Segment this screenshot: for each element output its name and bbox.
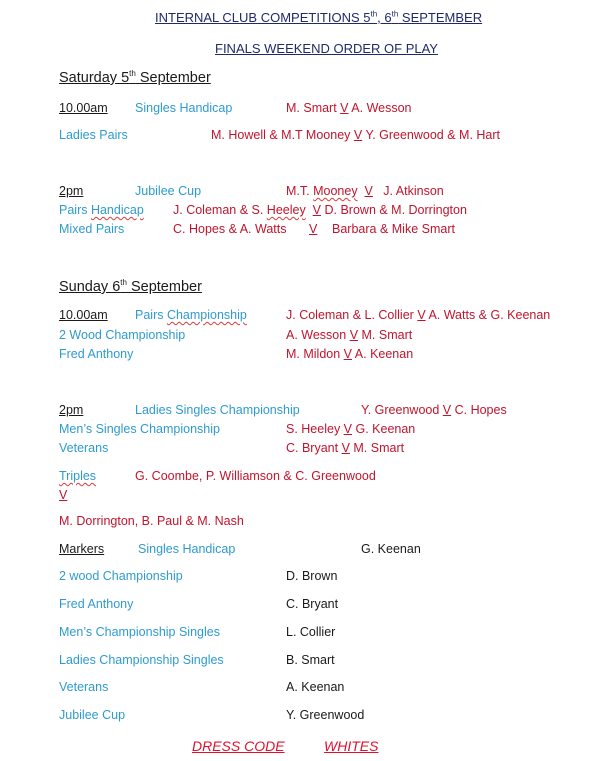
match-mixed-pairs-team2: Barbara & Mike Smart [332, 222, 455, 236]
marker-name: Y. Greenwood [286, 708, 365, 722]
event-veterans: Veterans [59, 441, 109, 455]
match-pairs-handicap: J. Coleman & S. Heeley V D. Brown & M. Dorrington [173, 203, 467, 217]
marker-name: C. Bryant [286, 597, 339, 611]
page-title: INTERNAL CLUB COMPETITIONS 5th, 6th SEPTEMBER [155, 9, 483, 25]
event-jubilee-cup: Jubilee Cup [135, 184, 202, 198]
dress-code-label: DRESS CODE [192, 738, 285, 754]
sunday-am-time: 10.00am [59, 308, 108, 322]
match-triples-team1: G. Coombe, P. Williamson & C. Greenwood [135, 469, 376, 483]
match-jubilee-cup: M.T. Mooney V J. Atkinson [286, 184, 444, 198]
marker-event: Ladies Championship Singles [59, 653, 224, 667]
marker-event: Veterans [59, 680, 109, 694]
marker-name: D. Brown [286, 569, 338, 583]
sunday-pm-time: 2pm [59, 403, 84, 417]
match-triples-team2: M. Dorrington, B. Paul & M. Nash [59, 514, 244, 528]
saturday-pm-time: 2pm [59, 184, 84, 198]
match-mixed-pairs-v: V [309, 222, 318, 236]
event-pairs-handicap: Pairs Handicap [59, 203, 144, 217]
match-singles-handicap: M. Smart V A. Wesson [286, 101, 412, 115]
sunday-heading: Sunday 6th September [59, 278, 202, 295]
event-fred-anthony: Fred Anthony [59, 347, 134, 361]
marker-event: Jubilee Cup [59, 708, 126, 722]
page-subtitle: FINALS WEEKEND ORDER OF PLAY [215, 41, 438, 56]
saturday-heading: Saturday 5th September [59, 69, 211, 86]
marker-name: G. Keenan [361, 542, 421, 556]
marker-event: 2 wood Championship [59, 569, 183, 583]
match-pairs-championship: J. Coleman & L. Collier V A. Watts & G. Keenan [286, 308, 551, 322]
event-pairs-championship: Pairs Championship [135, 308, 247, 322]
marker-event: Fred Anthony [59, 597, 134, 611]
match-mens-singles: S. Heeley V G. Keenan [286, 422, 416, 436]
marker-event: Men’s Championship Singles [59, 625, 220, 639]
event-ladies-singles: Ladies Singles Championship [135, 403, 300, 417]
event-singles-handicap: Singles Handicap [135, 101, 233, 115]
marker-name: B. Smart [286, 653, 335, 667]
match-fred-anthony: M. Mildon V A. Keenan [286, 347, 414, 361]
event-triples: Triples [59, 469, 97, 483]
markers-heading: Markers [59, 542, 105, 556]
event-mixed-pairs: Mixed Pairs [59, 222, 125, 236]
marker-name: A. Keenan [286, 680, 345, 694]
event-two-wood: 2 Wood Championship [59, 328, 186, 342]
saturday-am-time: 10.00am [59, 101, 108, 115]
dress-code-value: WHITES [324, 738, 379, 754]
marker-event: Singles Handicap [138, 542, 236, 556]
match-veterans: C. Bryant V M. Smart [286, 441, 405, 455]
match-ladies-pairs: M. Howell & M.T Mooney V Y. Greenwood & M. Hart [211, 128, 501, 142]
match-ladies-singles: Y. Greenwood V C. Hopes [361, 403, 507, 417]
match-two-wood: A. Wesson V M. Smart [286, 328, 413, 342]
marker-name: L. Collier [286, 625, 336, 639]
match-mixed-pairs-team1: C. Hopes & A. Watts [173, 222, 287, 236]
match-triples-v: V [59, 488, 68, 502]
event-ladies-pairs: Ladies Pairs [59, 128, 128, 142]
event-mens-singles: Men’s Singles Championship [59, 422, 220, 436]
